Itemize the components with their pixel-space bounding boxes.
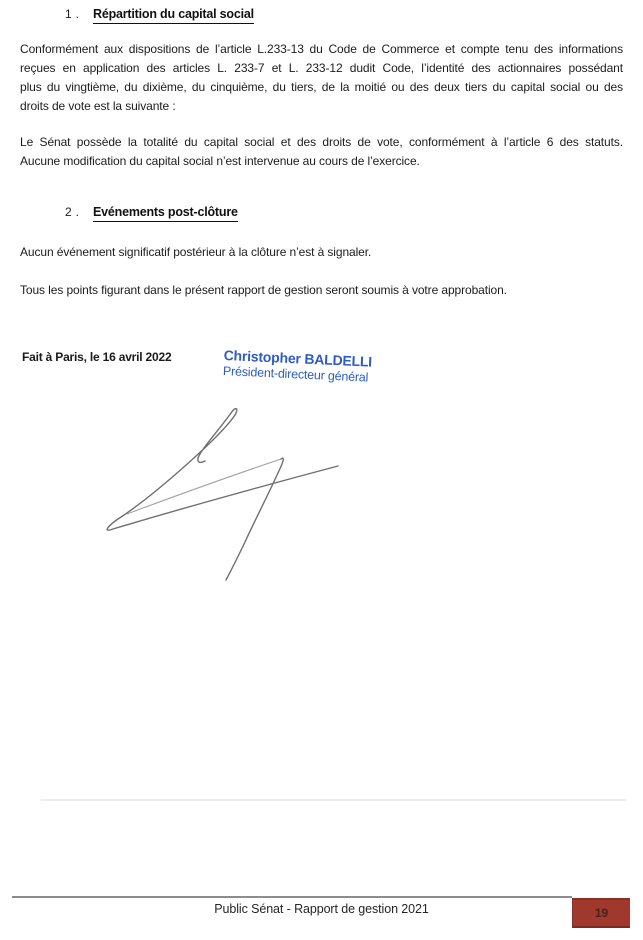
section-2-number: 2. <box>65 205 84 219</box>
paragraph-line: reçues en application des articles L. 233-7 et L. 233-12 dudit Code, l’identité des actionnaires possédant <box>20 61 623 75</box>
paragraph-senat-capital <box>20 133 623 171</box>
faint-scan-line <box>41 799 626 801</box>
signature-stroke-descender <box>226 458 283 580</box>
section-1-title: Répartition du capital social <box>93 7 254 24</box>
page-number: 19 <box>594 906 609 920</box>
signer-title: Président-directeur général <box>222 363 369 385</box>
handwritten-signature <box>85 398 355 588</box>
footer-report-title: Public Sénat - Rapport de gestion 2021 <box>214 902 429 916</box>
paragraph-line: plus du vingtième, du dixième, du cinquième, du tiers, de la moitié ou des deux tiers du capital social ou des <box>20 80 623 94</box>
date-place-line: Fait à Paris, le 16 avril 2022 <box>22 350 172 364</box>
paragraph-approbation: Tous les points figurant dans le présent rapport de gestion seront soumis à votre approbation. <box>20 283 507 297</box>
signer-stamp <box>223 348 409 387</box>
paragraph-capital-intro <box>20 40 623 116</box>
paragraph-line: droits de vote est la suivante : <box>20 99 176 113</box>
paragraph-line: Aucune modification du capital social n’est intervenue au cours de l’exercice. <box>20 154 420 168</box>
paragraph-line: Le Sénat possède la totalité du capital social et des droits de vote, conformément à l’article 6 des statuts. <box>20 135 623 149</box>
section-1-number: 1. <box>65 7 84 21</box>
signature-stroke-loop <box>107 409 338 531</box>
signer-name: Christopher BALDELLI <box>223 347 373 370</box>
signature-stroke-thin-line <box>127 459 281 514</box>
section-2-title: Evénements post-clôture <box>93 205 238 222</box>
paragraph-line: Conformément aux dispositions de l’article L.233-13 du Code de Commerce et compte tenu des informations <box>20 42 623 56</box>
page-number-box <box>572 898 630 928</box>
paragraph-post-cloture: Aucun événement significatif postérieur à la clôture n’est à signaler. <box>20 245 372 259</box>
footer-divider <box>12 896 572 898</box>
